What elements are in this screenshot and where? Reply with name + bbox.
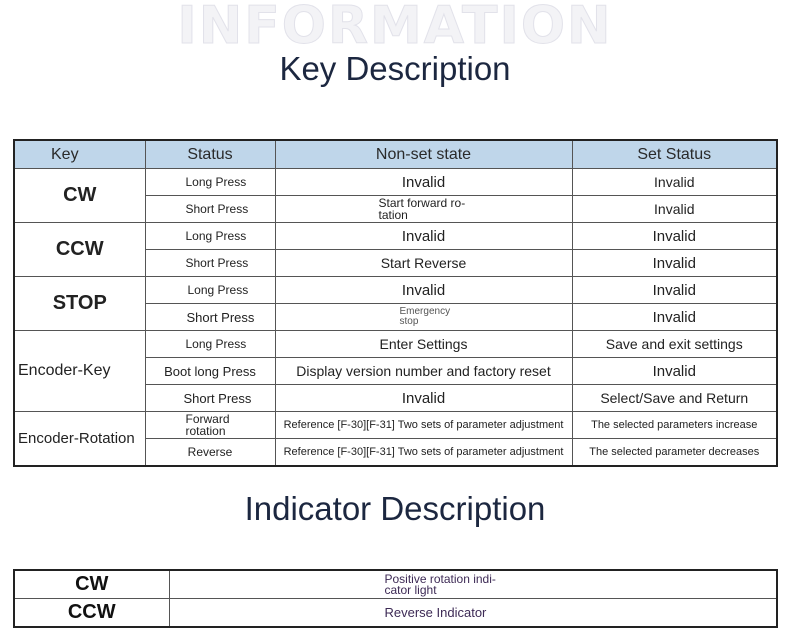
set-cell: Invalid [572,169,777,196]
set-cell: Invalid [572,358,777,385]
set-cell: Invalid [572,304,777,331]
nonset-cell: Invalid [275,223,572,250]
nonset-cell: Start forward ro- tation [275,196,572,223]
status-cell: Reverse [145,439,275,467]
status-cell: Long Press [145,223,275,250]
indicator-description-table [13,569,778,628]
header-key: Key [14,140,145,169]
set-cell: Save and exit settings [572,331,777,358]
nonset-cell: Reference [F-30][F-31] Two sets of parameter adjustment [275,439,572,467]
nonset-cell: Enter Settings [275,331,572,358]
table-row [14,412,777,439]
table-row [14,599,777,628]
indicator-key-cw: CW [14,570,169,599]
status-cell: Boot long Press [145,358,275,385]
status-cell: Forward rotation [145,412,275,439]
nonset-cell: Display version number and factory reset [275,358,572,385]
header-status: Status [145,140,275,169]
status-cell: Long Press [145,277,275,304]
table-row [14,570,777,599]
set-cell: Invalid [572,277,777,304]
status-cell: Long Press [145,331,275,358]
header-nonset: Non-set state [275,140,572,169]
set-cell: Select/Save and Return [572,385,777,412]
key-ccw: CCW [14,223,145,277]
table-row [14,331,777,358]
key-encoder-key: Encoder-Key [14,331,145,412]
nonset-cell: Start Reverse [275,250,572,277]
nonset-cell: Invalid [275,385,572,412]
key-description-title: Key Description [279,50,511,87]
status-cell: Short Press [145,385,275,412]
nonset-cell: Invalid [275,169,572,196]
indicator-key-ccw: CCW [14,599,169,628]
nonset-cell: Emergency stop [275,304,572,331]
indicator-desc-ccw: Reverse Indicator [169,599,777,628]
set-cell: The selected parameters increase [572,412,777,439]
status-cell: Long Press [145,169,275,196]
key-cw: CW [14,169,145,223]
table-row [14,169,777,196]
table-row [14,277,777,304]
indicator-description-title: Indicator Description [244,490,546,527]
nonset-cell: Reference [F-30][F-31] Two sets of parameter adjustment [275,412,572,439]
set-cell: Invalid [572,196,777,223]
watermark: INFORMATION [177,0,613,56]
nonset-cell: Invalid [275,277,572,304]
table-header-row [14,140,777,169]
header-set: Set Status [572,140,777,169]
status-cell: Short Press [145,250,275,277]
set-cell: Invalid [572,250,777,277]
status-cell: Short Press [145,304,275,331]
indicator-desc-cw: Positive rotation indi- cator light [169,570,777,599]
key-encoder-rotation: Encoder-Rotation [14,412,145,467]
key-stop: STOP [14,277,145,331]
key-description-table [13,139,778,467]
set-cell: Invalid [572,223,777,250]
set-cell: The selected parameter decreases [572,439,777,467]
status-cell: Short Press [145,196,275,223]
table-row [14,223,777,250]
